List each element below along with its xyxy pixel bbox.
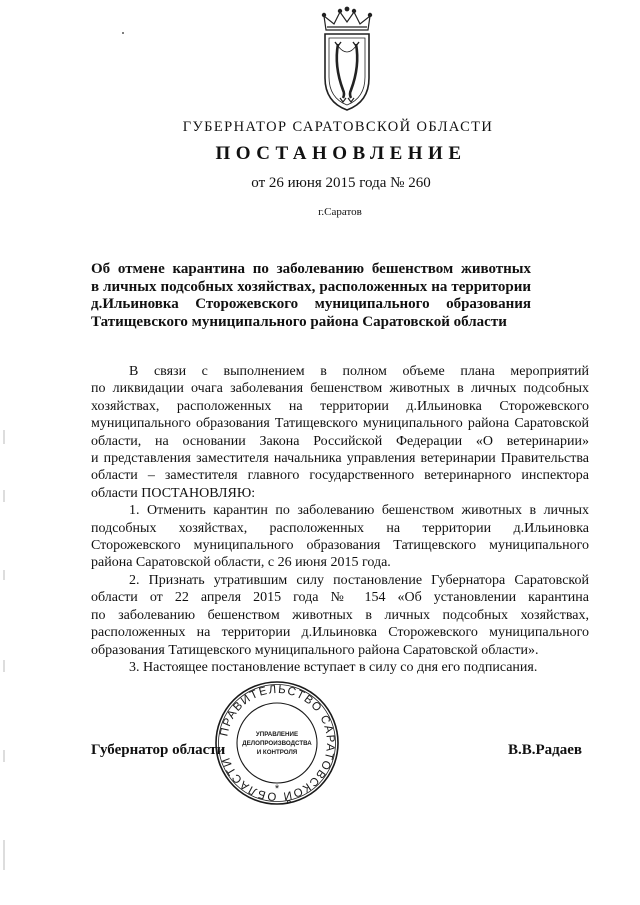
body-line: хозяйствах, расположенных на территории д.Ильиновка Сторожевского (91, 398, 589, 414)
body-line: области ПОСТАНОВЛЯЮ: (91, 485, 256, 501)
body-line: муниципального образования Татищевского муниципального района Саратовской (91, 416, 589, 432)
body-line: 3. Настоящее постановление вступает в силу со дня его подписания. (129, 659, 538, 675)
signatory-name: В.В.Радаев (508, 742, 583, 758)
title-line: в личных подсобных хозяйствах, расположенных на территории (91, 278, 531, 295)
document-type-heading: ПОСТАНОВЛЕНИЕ (215, 143, 467, 164)
coat-of-arms-emblem (316, 6, 378, 114)
stamp-inner-line: УПРАВЛЕНИЕ (255, 731, 299, 738)
title-line: д.Ильиновка Сторожевского муниципального образования (91, 296, 531, 312)
title-line: Об отмене карантина по заболеванию бешенством животных (91, 261, 531, 277)
body-line: В связи с выполнением в полном объеме плана мероприятий (129, 364, 589, 379)
signatory-position: Губернатор области (91, 742, 226, 758)
body-line: по заболеванию бешенством животных в личных подсобных хозяйствах, (91, 607, 589, 623)
body-line: 2. Признать утратившим силу постановление Губернатора Саратовской (129, 572, 589, 588)
document-title (91, 261, 531, 331)
body-line: области, на основании Закона Российской Федерации «О ветеринарии» (91, 433, 589, 449)
scan-margin-marks (3, 430, 5, 890)
scan-artifact-dot (121, 31, 125, 35)
body-line: Сторожевского муниципального образования Татищевского муниципального (91, 538, 589, 554)
title-line: Татищевского муниципального района Саратовской области (91, 313, 507, 330)
official-stamp-seal (214, 680, 340, 806)
body-line: расположенных на территории д.Ильиновка Сторожевского муниципального (91, 625, 589, 641)
body-line: области от 22 апреля 2015 года № 154 «Об установлении карантина (91, 590, 589, 606)
stamp-outer-text: ПРАВИТЕЛЬСТВО САРАТОВСКОЙ ОБЛАСТИ (218, 683, 337, 803)
stamp-inner-line: И КОНТРОЛЯ (256, 749, 298, 756)
document-city: г.Саратов (318, 206, 362, 218)
body-line: района Саратовской области, с 26 июня 2015 года. (91, 555, 391, 571)
body-line: и представления заместителя начальника управления ветеринарии Правительства (91, 451, 589, 467)
stamp-inner-line: ДЕЛОПРОИЗВОДСТВА (242, 740, 312, 747)
document-date-number: от 26 июня 2015 года № 260 (251, 175, 431, 191)
body-line: по ликвидации очага заболевания бешенством животных в личных подсобных (91, 381, 589, 397)
body-line: подсобных хозяйствах, расположенных на территории д.Ильиновка (91, 520, 589, 536)
body-line: области – заместителя главного государственного ветеринарного инспектора (91, 468, 589, 484)
body-line: 1. Отменить карантин по заболеванию бешенством животных в личных (129, 503, 589, 519)
document-body (91, 363, 589, 676)
body-line: образования Татищевского муниципального района Саратовской области». (91, 642, 539, 658)
stamp-star: * (274, 783, 280, 795)
issuing-authority: ГУБЕРНАТОР САРАТОВСКОЙ ОБЛАСТИ (182, 119, 494, 135)
